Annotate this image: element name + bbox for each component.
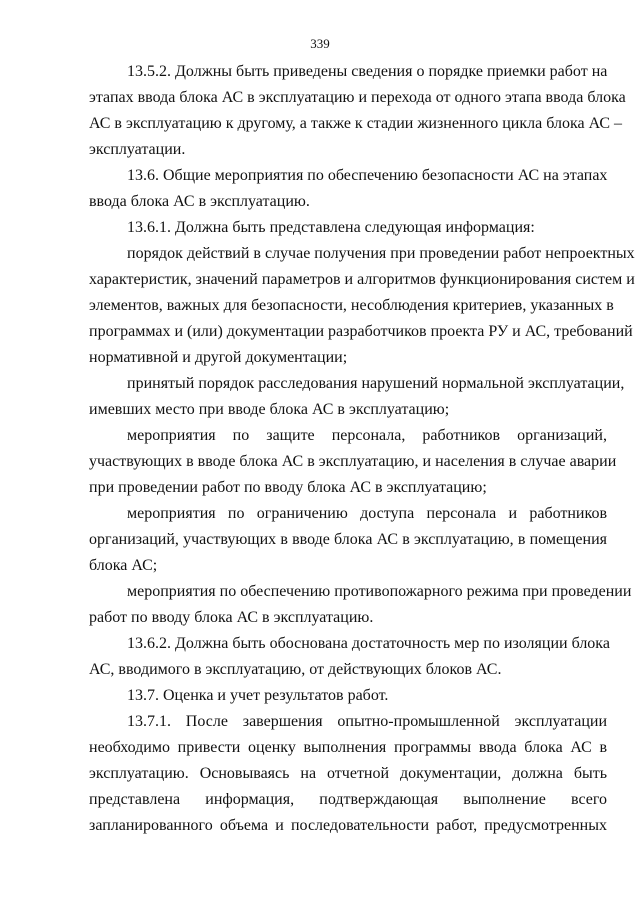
text-line: работ по вводу блока АС в эксплуатацию. [89, 609, 374, 626]
text-line: блока АС; [89, 557, 158, 574]
text-line: имевших место при вводе блока АС в эксплуатацию; [89, 401, 450, 418]
text-line: принятый порядок расследования нарушений нормальной эксплуатации, [127, 375, 625, 392]
text-line: порядок действий в случае получения при проведении работ непроектных [127, 245, 635, 262]
text-line: мероприятия по защите персонала, работников организаций, [127, 427, 607, 444]
text-line: характеристик, значений параметров и алгоритмов функционирования систем и [89, 271, 635, 288]
text-line: участвующих в вводе блока АС в эксплуатацию, и населения в случае аварии [89, 453, 617, 470]
text-line: элементов, важных для безопасности, несоблюдения критериев, указанных в [89, 297, 614, 314]
text-line: 13.6.2. Должна быть обоснована достаточность мер по изоляции блока [127, 635, 610, 652]
text-line: ввода блока АС в эксплуатацию. [89, 193, 310, 210]
text-line: запланированного объема и последовательности работ, предусмотренных [89, 817, 607, 834]
text-line: мероприятия по ограничению доступа персонала и работников [127, 505, 607, 522]
text-line: представлена информация, подтверждающая выполнение всего [89, 791, 607, 808]
text-line: нормативной и другой документации; [89, 349, 348, 366]
page-number: 339 [310, 36, 330, 51]
text-line: эксплуатации. [89, 141, 186, 158]
text-line: АС, вводимого в эксплуатацию, от действующих блоков АС. [89, 661, 502, 678]
text-line: необходимо привести оценку выполнения программы ввода блока АС в [89, 739, 607, 756]
text-line: при проведении работ по вводу блока АС в эксплуатацию; [89, 479, 487, 496]
text-line: 13.5.2. Должны быть приведены сведения о порядке приемки работ на [127, 63, 608, 80]
text-line: мероприятия по обеспечению противопожарного режима при проведении [127, 583, 632, 600]
text-line: 13.6.1. Должна быть представлена следующая информация: [127, 219, 535, 236]
text-line: 13.6. Общие мероприятия по обеспечению безопасности АС на этапах [127, 167, 608, 184]
text-line: эксплуатацию. Основываясь на отчетной документации, должна быть [89, 765, 607, 782]
text-line: этапах ввода блока АС в эксплуатацию и перехода от одного этапа ввода блока [89, 89, 626, 106]
text-line: 13.7. Оценка и учет результатов работ. [127, 687, 389, 704]
text-line: организаций, участвующих в вводе блока АС в эксплуатацию, в помещения [89, 531, 607, 548]
text-line: АС в эксплуатацию к другому, а также к стадии жизненного цикла блока АС – [89, 115, 623, 132]
text-line: программах и (или) документации разработчиков проекта РУ и АС, требований [89, 323, 633, 340]
text-line: 13.7.1. После завершения опытно-промышленной эксплуатации [127, 713, 607, 730]
